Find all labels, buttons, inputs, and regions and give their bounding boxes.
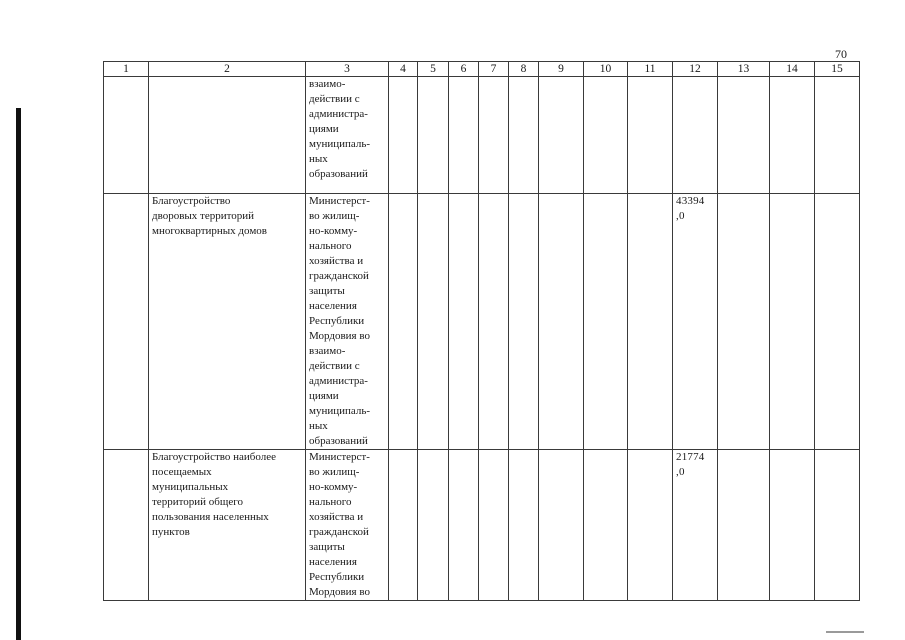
- amount-cell: 21774 ,0: [673, 450, 718, 601]
- column-header: 8: [509, 62, 539, 77]
- table-cell: [104, 194, 149, 450]
- table-cell: [389, 194, 418, 450]
- table-cell: [104, 77, 149, 194]
- responsible-executor-cell: Министерст- во жилищ- но-комму- нального хозяйства и гражданской защиты населения Республики Мордовия во: [306, 450, 389, 601]
- table-cell: [389, 77, 418, 194]
- table-cell: [770, 194, 815, 450]
- scan-artifact-mark: [826, 631, 864, 633]
- column-header: 10: [584, 62, 628, 77]
- amount-cell: [673, 77, 718, 194]
- table-cell: [509, 77, 539, 194]
- table-cell: [449, 77, 479, 194]
- table-cell: [584, 450, 628, 601]
- table-cell: [509, 194, 539, 450]
- table-cell: [628, 194, 673, 450]
- column-header: 1: [104, 62, 149, 77]
- activity-name-cell: [149, 77, 306, 194]
- table-cell: [815, 194, 860, 450]
- table-cell: [509, 450, 539, 601]
- responsible-executor-cell: взаимо- действии с администра- циями муниципаль- ных образований: [306, 77, 389, 194]
- page-number: 70: [835, 47, 847, 61]
- scan-binding-edge: [16, 108, 21, 640]
- table-cell: [104, 450, 149, 601]
- table-cell: [389, 450, 418, 601]
- table-cell: [418, 450, 449, 601]
- column-header: 9: [539, 62, 584, 77]
- budget-table: [103, 61, 860, 601]
- table-cell: [770, 77, 815, 194]
- table-cell: [479, 450, 509, 601]
- table-header-row: [104, 62, 860, 77]
- column-header: 15: [815, 62, 860, 77]
- table-cell: [815, 450, 860, 601]
- table-cell: [479, 77, 509, 194]
- table-cell: [718, 194, 770, 450]
- table-cell: [628, 450, 673, 601]
- table-cell: [539, 77, 584, 194]
- column-header: 3: [306, 62, 389, 77]
- table-cell: [718, 450, 770, 601]
- column-header: 4: [389, 62, 418, 77]
- table-cell: [479, 194, 509, 450]
- column-header: 2: [149, 62, 306, 77]
- amount-cell: 43394 ,0: [673, 194, 718, 450]
- table-cell: [539, 194, 584, 450]
- column-header: 11: [628, 62, 673, 77]
- column-header: 12: [673, 62, 718, 77]
- table-row: [104, 77, 860, 194]
- table-cell: [539, 450, 584, 601]
- table-cell: [449, 194, 479, 450]
- activity-name-cell: Благоустройство наиболее посещаемых муниципальных территорий общего пользования населенных пунктов: [149, 450, 306, 601]
- column-header: 14: [770, 62, 815, 77]
- activity-name-cell: Благоустройство дворовых территорий многоквартирных домов: [149, 194, 306, 450]
- table-cell: [418, 77, 449, 194]
- column-header: 6: [449, 62, 479, 77]
- table-cell: [718, 77, 770, 194]
- table-cell: [584, 77, 628, 194]
- column-header: 5: [418, 62, 449, 77]
- responsible-executor-cell: Министерст- во жилищ- но-комму- нального хозяйства и гражданской защиты населения Республики Мордовия во взаимо- действии с администра- циями муниципаль- ных образований: [306, 194, 389, 450]
- table-row: [104, 450, 860, 601]
- table-cell: [418, 194, 449, 450]
- column-header: 7: [479, 62, 509, 77]
- table-row: [104, 194, 860, 450]
- table-cell: [628, 77, 673, 194]
- table-cell: [815, 77, 860, 194]
- table-cell: [770, 450, 815, 601]
- column-header: 13: [718, 62, 770, 77]
- table-cell: [584, 194, 628, 450]
- table-cell: [449, 450, 479, 601]
